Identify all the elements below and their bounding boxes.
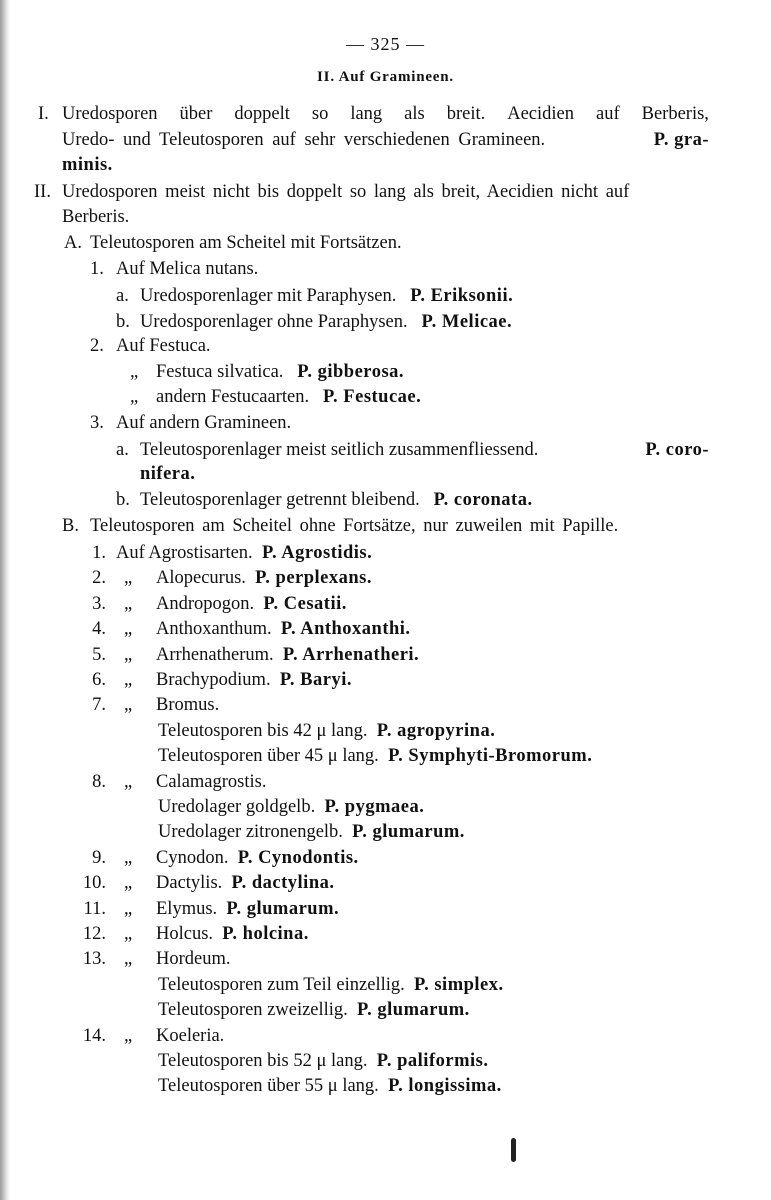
word: Berberis, [641,104,709,124]
ditto-mark: „ [124,695,133,716]
species-name: P. dactylina. [231,873,335,894]
A1b-label: b. [116,312,130,332]
row-text: Hordeum. [156,949,231,970]
ink-smudge [511,1138,516,1162]
genus-row [156,897,339,921]
species-name: P. pygmaea. [324,797,425,817]
A3a-row [140,438,709,462]
species-name: P. Symphyti-Bromorum. [388,746,593,767]
row-text: Andropogon. [156,593,255,614]
ditto-mark: „ [124,949,133,970]
species-name: P. gra- [653,130,709,150]
word: Aecidien [507,104,575,124]
sec2-line-2: Berberis. [62,207,130,227]
genus-row [156,592,347,616]
sec2-line-1: Uredosporen meist nicht bis doppelt so lang als breit, Aecidien nicht auf [62,182,630,202]
row-text: Cynodon. [156,847,229,868]
word: als [404,104,425,124]
row-text: Uredolager zitronengelb. [158,822,343,843]
row-text: Alopecurus. [156,568,246,589]
A3b-label: b. [116,490,130,510]
genus-row [156,922,309,946]
item-number: 11. [83,898,106,919]
genus-row [156,693,219,717]
sec1-line-2 [62,128,709,152]
A2-row-2 [156,385,421,409]
species-name-cont: minis. [62,155,113,175]
A1b-row [140,310,512,334]
page-scan-edge [0,0,10,1200]
species-name: P. gibberosa. [297,362,405,382]
species-name: P. Cesatii. [263,593,347,614]
species-name: P. Agrostidis. [261,543,373,563]
sec1-text: Uredo- und Teleutosporen auf sehr verschiedenen Gramineen. [62,130,546,150]
sec2-label: II. [34,182,51,202]
ditto-mark: „ [124,873,133,894]
species-name: P. Cynodontis. [237,847,359,868]
row-text: Elymus. [156,898,218,919]
B-text-content: Teleutosporen am Scheitel ohne Fortsätze, nur zuweilen mit Papille. [90,516,619,536]
item-number: 13. [82,949,106,970]
item-number: 5. [92,644,106,665]
word: breit. [446,104,486,124]
ditto-mark: „ [124,670,133,690]
section-heading: II. Auf Gramineen. [317,69,454,85]
B-text [90,514,709,538]
row-text: Arrhenatherum. [156,644,274,665]
item-number: 4. [92,619,106,640]
genus-row [156,947,231,971]
sec1-line-1 [62,102,709,126]
A1-text: Auf Melica nutans. [116,259,259,279]
row-text: Brachypodium. [156,670,271,690]
genus-row [156,643,419,667]
word: auf [596,104,620,124]
ditto-mark: „ [124,847,133,868]
sub-row [158,719,495,743]
row-text: Teleutosporenlager meist seitlich zusammenfliessend. [140,440,539,460]
species-name: P. longissima. [388,1076,502,1097]
species-name: P. glumarum. [357,1000,470,1021]
A2-text: Auf Festuca. [116,336,211,356]
word: so [311,104,329,124]
item-number: 1. [92,543,106,563]
species-name: P. agropyrina. [376,720,496,741]
species-name: P. holcina. [222,924,309,944]
row-text: Anthoxanthum. [156,619,272,640]
word: lang [350,104,383,124]
row-text: Teleutosporen bis 52 μ lang. [158,1051,368,1071]
page-number: — 325 — [346,34,425,54]
A1a-row [140,284,513,308]
row-text: Bromus. [156,695,220,716]
species-name: P. Eriksonii. [410,286,514,306]
sub-row [158,973,504,997]
genus-row [116,541,372,565]
word: Uredosporen [62,104,158,124]
ditto-mark: „ [124,568,133,589]
item-number: 9. [92,847,106,868]
A3-text: Auf andern Gramineen. [116,413,292,433]
ditto-mark: „ [124,619,133,640]
species-name: P. glumarum. [352,822,465,843]
row-text: Dactylis. [156,873,223,894]
A2-label: 2. [90,336,104,356]
genus-row [156,1024,224,1048]
B-label: B. [62,516,79,536]
sub-row [158,1074,502,1098]
word: doppelt [234,104,290,124]
genus-row [156,770,266,794]
row-text: Uredolager goldgelb. [158,797,316,817]
species-name: P. Arrhenatheri. [282,644,420,665]
sub-row [158,820,465,844]
species-name: P. simplex. [414,974,504,995]
ditto-mark: „ [124,593,133,614]
item-number: 8. [92,771,106,792]
genus-row [156,566,372,590]
genus-row [156,871,335,895]
row-text: Uredosporenlager ohne Paraphysen. [140,312,408,332]
row-text: andern Festucaarten. [156,387,310,407]
ditto-mark: „ [124,644,133,665]
A1-label: 1. [90,259,104,279]
ditto-mark: „ [130,387,139,407]
A3-label: 3. [90,413,104,433]
sec1-label: I. [38,104,49,124]
row-text: Teleutosporen zweizellig. [158,1000,348,1021]
ditto-mark: „ [124,1025,133,1046]
item-number: 7. [92,695,106,716]
ditto-mark: „ [124,924,133,944]
ditto-mark: „ [130,362,139,382]
A1a-label: a. [116,286,129,306]
species-name-cont: nifera. [140,464,196,484]
row-text: Uredosporenlager mit Paraphysen. [140,286,397,306]
species-name: P. coronata. [433,490,533,510]
species-name: P. glumarum. [226,898,340,919]
row-text: Holcus. [156,924,214,944]
item-number: 10. [82,873,106,894]
genus-row [156,617,411,641]
sub-row [158,998,470,1022]
sub-row [158,744,592,768]
species-name: P. Festucae. [322,387,422,407]
A-text: Teleutosporen am Scheitel mit Fortsätzen. [90,233,402,253]
A3a-label: a. [116,440,129,460]
sub-row [158,795,424,819]
ditto-mark: „ [124,898,133,919]
word: über [179,104,213,124]
sub-row [158,1049,488,1073]
row-text: Auf Agrostisarten. [116,543,253,563]
row-text: Calamagrostis. [156,771,267,792]
species-name: P. perplexans. [255,568,372,589]
row-text: Koeleria. [156,1025,225,1046]
A3b-row [140,488,533,512]
species-name: P. Melicae. [421,312,513,332]
row-text: Teleutosporen über 55 μ lang. [158,1076,379,1097]
A2-row-1 [156,360,404,384]
item-number: 3. [92,593,106,614]
row-text: Teleutosporen bis 42 μ lang. [158,720,368,741]
species-name: P. paliformis. [376,1051,489,1071]
species-name: P. Baryi. [279,670,352,690]
genus-row [156,668,352,692]
row-text: Festuca silvatica. [156,362,284,382]
species-name: P. Anthoxanthi. [280,619,411,640]
item-number: 12. [82,924,106,944]
item-number: 6. [92,670,106,690]
ditto-mark: „ [124,771,133,792]
genus-row [156,846,359,870]
species-name: P. coro- [645,440,709,460]
A-label: A. [64,233,82,253]
item-number: 2. [92,568,106,589]
row-text: Teleutosporenlager getrennt bleibend. [140,490,420,510]
row-text: Teleutosporen über 45 μ lang. [158,746,379,767]
row-text: Teleutosporen zum Teil einzellig. [158,974,405,995]
item-number: 14. [82,1025,106,1046]
